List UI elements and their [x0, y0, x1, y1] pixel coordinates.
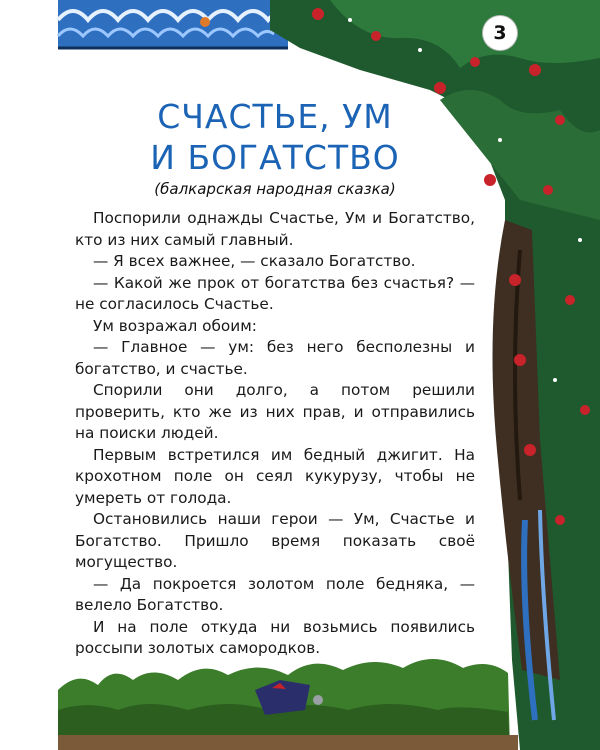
story-paragraph: Ум возражал обоим: — [93, 316, 257, 335]
story-paragraph: Остановились наши герои — Ум, Счастье и Богатство. Пришло время показать своё могущество. — [75, 510, 475, 571]
grass-illustration — [58, 659, 518, 750]
page-number: 3 — [483, 16, 517, 50]
story-text — [75, 208, 475, 660]
title-line-2: И БОГАТСТВО — [150, 138, 400, 177]
story-paragraph: — Главное — ум: без него бесполезны и богатство, и счастье. — [75, 338, 475, 378]
story-subtitle: (балкарская народная сказка) — [154, 180, 396, 198]
story-paragraph: — Я всех важнее, — сказало Богатство. — [93, 252, 416, 270]
story-paragraph: Первым встретился им бедный джигит. На крохотном поле он сеял кукурузу, чтобы не умереть от голода. — [75, 445, 475, 507]
story-title — [95, 96, 455, 178]
story-paragraph: Спорили они долго, а потом решили проверить, кто же из них прав, и отправились на поиски людей. — [75, 381, 475, 442]
story-paragraph: И на поле откуда ни возьмись появились россыпи золотых самородков. — [75, 617, 475, 657]
story-paragraph: — Какой же прок от богатства без счастья? — не согласилось Счастье. — [75, 273, 475, 313]
title-line-1: СЧАСТЬЕ, УМ — [157, 97, 393, 136]
sea-waves-illustration — [58, 0, 288, 48]
story-paragraph: Поспорили однажды Счастье, Ум и Богатство, кто из них самый главный. — [75, 209, 475, 249]
story-paragraph: — Да покроется золотом поле бедняка, — велело Богатство. — [75, 574, 475, 614]
